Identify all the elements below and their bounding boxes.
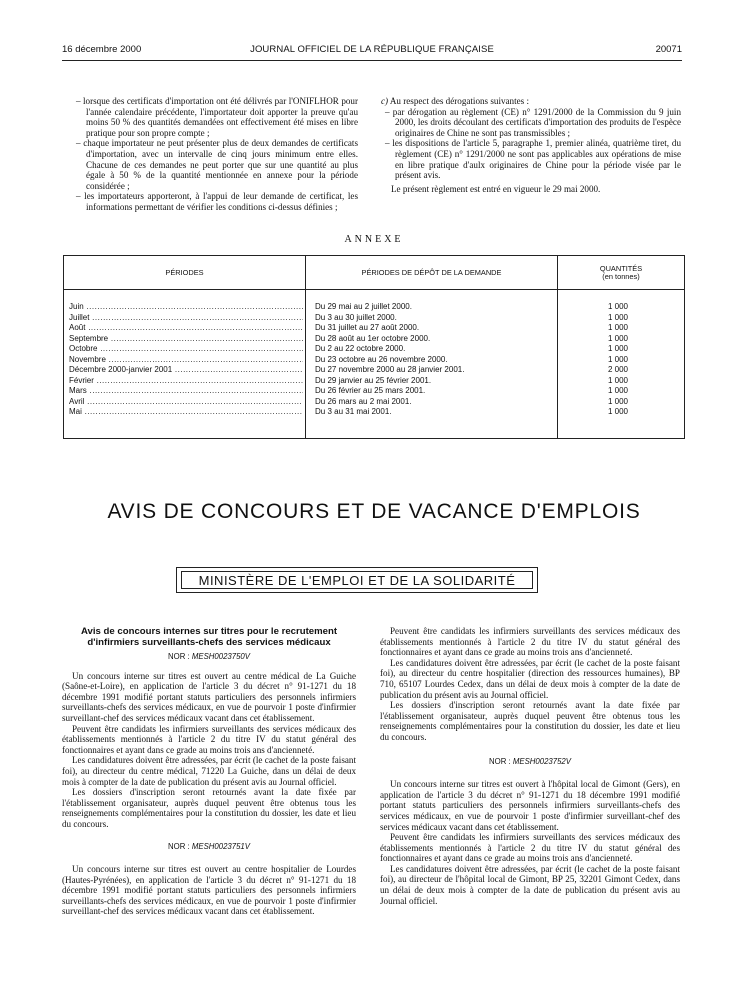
annexe-title: ANNEXE (344, 234, 404, 245)
table-row (64, 355, 684, 366)
header-rule (62, 60, 682, 61)
nor-label: NOR : (168, 652, 190, 661)
column-header-depot: PÉRIODES DE DÉPÔT DE LA DEMANDE (361, 267, 502, 277)
cell-periode: Juillet ..... (69, 313, 303, 324)
cell-quantite: 1 000 (607, 333, 629, 343)
cell-quantite: 1 000 (607, 302, 629, 311)
column-header-periodes: PÉRIODES (165, 267, 204, 277)
ministry-title: MINISTÈRE DE L'EMPLOI ET DE LA SOLIDARITÉ (181, 571, 533, 589)
paragraph: Les candidatures doivent être adressées, par écrit (le cachet de la poste faisant foi), au directeur du centre hospitalier (direction des ressources humaines), BP 710, 65107 Lourdes Cedex, dans un délai de deux mois à compter de la date de publication du présent avis au Journal officiel. (380, 657, 680, 700)
header-page-number: 20071 (655, 44, 682, 55)
cell-periode: Décembre 2000-janvier 2001 ..... (69, 365, 303, 376)
paragraph: Peuvent être candidats les infirmiers surveillants des services médicaux des établissements mentionnés à l'article 2 du titre IV du statut général des fonctionnaires et ayant dans ce grade au moins trois ans d'ancienneté. (380, 832, 680, 864)
cell-depot: Du 28 août au 1er octobre 2000. (315, 333, 431, 343)
nor-label: NOR : (168, 841, 190, 851)
cell-depot: Du 2 au 22 octobre 2000. (315, 344, 406, 353)
table-row (64, 407, 684, 418)
cell-periode: Juin ..... (69, 302, 303, 313)
table-row (64, 376, 684, 387)
cell-periode: Mars ..... (69, 386, 303, 397)
nor-reference (62, 842, 356, 853)
cell-depot: Du 23 octobre au 26 novembre 2000. (315, 354, 448, 364)
nor-reference (62, 652, 356, 663)
top-left-column (72, 96, 358, 213)
table-row (64, 397, 684, 408)
table-row (64, 365, 684, 376)
cell-depot: Du 3 au 30 juillet 2000. (315, 312, 397, 322)
cell-depot: Du 3 au 31 mai 2001. (315, 407, 392, 416)
table-row (64, 313, 684, 324)
cell-depot: Du 31 juillet au 27 août 2000. (315, 323, 420, 332)
annexe-table (63, 255, 685, 439)
cell-periode: Octobre ..... (69, 344, 303, 355)
nor-code: MESH0023752V (512, 756, 571, 766)
cell-depot: Du 26 février au 25 mars 2001. (315, 386, 426, 395)
paragraph: Les dossiers d'inscription seront retournés avant la date fixée par l'établissement organisateur, auprès duquel peuvent être obtenus tous les renseignements complémentaires pour la constitution du dossier, les date et lieu du concours. (62, 787, 356, 829)
cell-quantite: 1 000 (607, 375, 629, 385)
cell-quantite: 1 000 (607, 312, 629, 322)
section-title: AVIS DE CONCOURS ET DE VACANCE D'EMPLOIS (107, 500, 641, 523)
cell-depot: Du 26 mars au 2 mai 2001. (315, 396, 412, 406)
cell-quantite: 1 000 (607, 344, 629, 353)
paragraph: Un concours interne sur titres est ouvert au centre hospitalier de Lourdes (Hautes-Pyrénées), en application de l'article 3 du décret n° 91-1271 du 18 décembre 1991 modifié portant statuts particuliers des personnels infirmiers surveillants-chefs des services médicaux, en vue de pourvoir 1 poste d'infirmier surveillant-chef des services médicaux vacant dans cet établissement. (62, 864, 356, 917)
cell-depot: Du 27 novembre 2000 au 28 janvier 2001. (315, 365, 465, 374)
cell-quantite: 1 000 (607, 407, 629, 416)
list-item: – chaque importateur ne peut présenter plus de deux demandes de certificats d'importation, avec un intervalle de cinq jours minimum entre elles. Chacune de ces demandes ne peut porter que sur une quantité au plus égale à 50 % de la quantité mentionnée en annexe pour la période considérée ; (76, 138, 358, 191)
paragraph: Les candidatures doivent être adressées, par écrit (le cachet de la poste faisant foi), au directeur du centre médical, 71220 La Guiche, dans un délai de deux mois à compter de la date de publication du présent avis au Journal officiel. (62, 755, 356, 787)
nor-code: MESH0023751V (191, 841, 250, 851)
bottom-right-column (380, 626, 680, 906)
paragraph: Un concours interne sur titres est ouvert à l'hôpital local de Gimont (Gers), en application de l'article 3 du décret n° 91-1271 du 18 décembre 1991 modifié portant statuts particuliers des personnels infirmiers surveillants-chefs des services médicaux, en vue de pourvoir 1 poste d'infirmier surveillant-chef des services médicaux vacant dans cet établissement. (380, 779, 680, 832)
ministry-box (176, 567, 538, 593)
cell-periode: Février ..... (69, 376, 303, 387)
list-item: – par dérogation au règlement (CE) n° 1291/2000 de la Commission du 9 juin 2000, les droits découlant des certificats d'importation des produits de l'espèce originaires de Chine ne sont pas transmissibles ; (385, 106, 681, 138)
table-row (64, 323, 684, 334)
paragraph: Les dossiers d'inscription seront retournés avant la date fixée par l'établissement organisateur, auprès duquel peuvent être obtenus tous les renseignements complémentaires pour la constitution du dossier, les date et lieu du concours. (380, 700, 680, 742)
nor-code: MESH0023750V (191, 652, 250, 661)
c-label: c) (381, 96, 389, 106)
header-journal-title: JOURNAL OFFICIEL DE LA RÉPUBLIQUE FRANÇAISE (250, 44, 494, 55)
paragraph: Un concours interne sur titres est ouvert au centre médical de La Guiche (Saône-et-Loire), en application de l'article 3 du décret n° 91-1271 du 18 décembre 1991 modifié portant statuts particuliers des personnels infirmiers surveillants-chefs des services médicaux, en vue de pourvoir 1 poste d'infirmier surveillant-chef des services médicaux vacant dans cet établissement. (62, 670, 356, 723)
table-header-rule (64, 289, 684, 290)
cell-quantite: 2 000 (607, 365, 629, 374)
list-item: – lorsque des certificats d'importation ont été délivrés par l'ONIFLHOR pour l'année calendaire précédente, l'importateur doit apporter la preuve qu'au moins 50 % des quantités demandées ont effectivement été mises en libre pratique pour son propre compte ; (76, 96, 358, 138)
cell-periode: Novembre ..... (69, 355, 303, 366)
table-row (64, 344, 684, 355)
entry-into-force: Le présent règlement est entré en vigueur le 29 mai 2000. (391, 183, 601, 194)
c-text: Au respect des dérogations suivantes : (389, 96, 530, 106)
quantites-label: QUANTITÉS (599, 263, 643, 273)
bottom-left-column (62, 626, 356, 917)
cell-quantite: 1 000 (607, 323, 629, 332)
table-row (64, 334, 684, 345)
quantites-unit: (en tonnes) (602, 271, 640, 281)
nor-label: NOR : (489, 756, 511, 766)
avis-title: Avis de concours internes sur titres pour le recrutement d'infirmiers surveillants-chefs des services médicaux (80, 626, 338, 648)
column-header-quantites (558, 256, 684, 289)
nor-reference (380, 757, 680, 768)
cell-depot: Du 29 mai au 2 juillet 2000. (315, 302, 412, 311)
header-date: 16 décembre 2000 (62, 44, 142, 55)
cell-quantite: 1 000 (607, 386, 629, 395)
cell-quantite: 1 000 (607, 396, 629, 406)
cell-quantite: 1 000 (607, 354, 629, 364)
cell-periode: Avril ..... (69, 397, 303, 408)
cell-periode: Mai ..... (69, 407, 303, 418)
list-item: – les importateurs apporteront, à l'appui de leur demande de certificat, les informations permettant de vérifier les conditions ci-dessus définies ; (76, 191, 358, 212)
paragraph: Peuvent être candidats les infirmiers surveillants des services médicaux des établissements mentionnés à l'article 2 du titre IV du statut général des fonctionnaires et ayant dans ce grade au moins trois ans d'ancienneté. (62, 723, 356, 755)
cell-depot: Du 29 janvier au 25 février 2001. (315, 375, 432, 385)
paragraph: Peuvent être candidats les infirmiers surveillants des services médicaux des établissements mentionnés à l'article 2 du titre IV du statut général des fonctionnaires et ayant dans ce grade au moins trois ans d'ancienneté. (380, 626, 680, 658)
paragraph: Les candidatures doivent être adressées, par écrit (le cachet de la poste faisant foi), au directeur de l'hôpital local de Gimont, BP 25, 32201 Gimont Cedex, dans un délai de deux mois à compter de la date de publication du présent avis au Journal officiel. (380, 863, 680, 906)
top-right-column (381, 96, 681, 194)
page-header (62, 44, 682, 58)
table-row (64, 386, 684, 397)
table-row (64, 302, 684, 313)
cell-periode: Septembre ..... (69, 334, 303, 345)
cell-periode: Août ..... (69, 323, 303, 334)
table-body (64, 302, 684, 418)
list-item: – les dispositions de l'article 5, paragraphe 1, premier alinéa, quatrième tiret, du règlement (CE) n° 1291/2000 ne sont pas applicables aux opérations de mise en libre pratique d'aulx originaires de Chine pour la période visée par le présent avis. (385, 138, 681, 181)
